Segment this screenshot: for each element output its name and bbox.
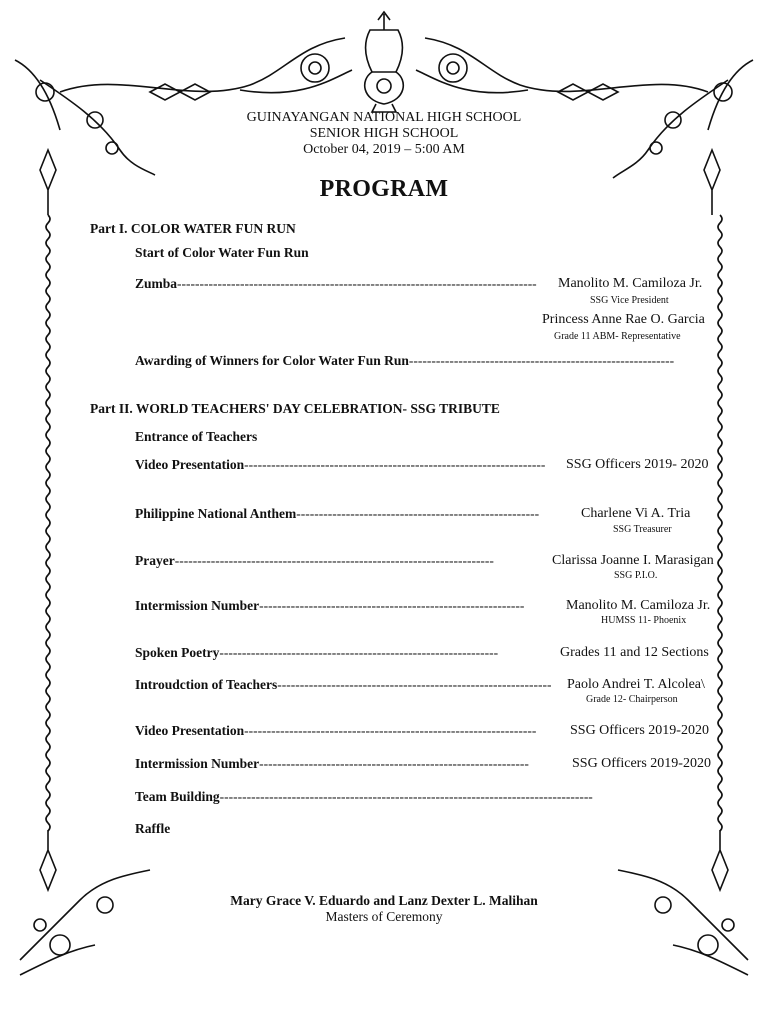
emcee-names: Mary Grace V. Eduardo and Lanz Dexter L. Malihan <box>230 893 538 908</box>
entrance-item: Entrance of Teachers <box>135 429 258 444</box>
intermission1-person: Manolito M. Camiloza Jr. <box>566 598 711 613</box>
zumba-role-1: SSG Vice President <box>590 295 669 306</box>
school-name: GUINAYANGAN NATIONAL HIGH SCHOOL <box>246 110 522 125</box>
prayer-item: Prayer----------------------------------------------------------------------- <box>135 553 494 568</box>
intermission1-item: Intermission Number----------------------------------------------------------- <box>135 598 525 613</box>
intro-item: Introudction of Teachers------------------------------------------------------------- <box>135 677 552 692</box>
right-wavy-border <box>718 215 722 831</box>
anthem-person: Charlene Vi A. Tria <box>581 506 691 521</box>
intro-role: Grade 12- Chairperson <box>586 694 678 705</box>
intro-person: Paolo Andrei T. Alcolea\ <box>567 677 705 692</box>
program-title: PROGRAM <box>319 176 449 202</box>
team-building-item: Team Building----------------------------------------------------------------------------------- <box>135 789 593 804</box>
video2-person: SSG Officers 2019-2020 <box>570 723 709 738</box>
video1-item: Video Presentation------------------------------------------------------------------- <box>135 457 546 472</box>
zumba-person-1: Manolito M. Camiloza Jr. <box>558 276 703 291</box>
part2-heading: Part II. WORLD TEACHERS' DAY CELEBRATION- SSG TRIBUTE <box>90 401 500 416</box>
school-division: SENIOR HIGH SCHOOL <box>309 126 459 141</box>
anthem-role: SSG Treasurer <box>613 524 672 535</box>
anthem-item: Philippine National Anthem------------------------------------------------------ <box>135 506 540 521</box>
zumba-item: Zumba-------------------------------------------------------------------------------- <box>135 276 537 291</box>
intermission2-person: SSG Officers 2019-2020 <box>572 756 711 771</box>
video2-item: Video Presentation----------------------------------------------------------------- <box>135 723 537 738</box>
emcee-role: Masters of Ceremony <box>325 909 443 924</box>
intermission1-role: HUMSS 11- Phoenix <box>601 615 687 626</box>
poetry-item: Spoken Poetry-------------------------------------------------------------- <box>135 645 499 660</box>
part1-heading: Part I. COLOR WATER FUN RUN <box>90 221 296 236</box>
zumba-role-2: Grade 11 ABM- Representative <box>554 331 681 342</box>
video1-person: SSG Officers 2019- 2020 <box>566 457 709 472</box>
poetry-person: Grades 11 and 12 Sections <box>560 645 709 660</box>
prayer-person: Clarissa Joanne I. Marasigan <box>552 553 714 568</box>
intermission2-item: Intermission Number------------------------------------------------------------ <box>135 756 529 771</box>
awarding-item: Awarding of Winners for Color Water Fun Run----------------------------------------------------------- <box>135 353 675 368</box>
zumba-person-2: Princess Anne Rae O. Garcia <box>542 312 705 327</box>
event-datetime: October 04, 2019 – 5:00 AM <box>303 142 465 157</box>
prayer-role: SSG P.I.O. <box>614 570 658 581</box>
raffle-item: Raffle <box>135 821 171 836</box>
part1-start-item: Start of Color Water Fun Run <box>135 245 309 260</box>
left-wavy-border <box>46 215 50 831</box>
